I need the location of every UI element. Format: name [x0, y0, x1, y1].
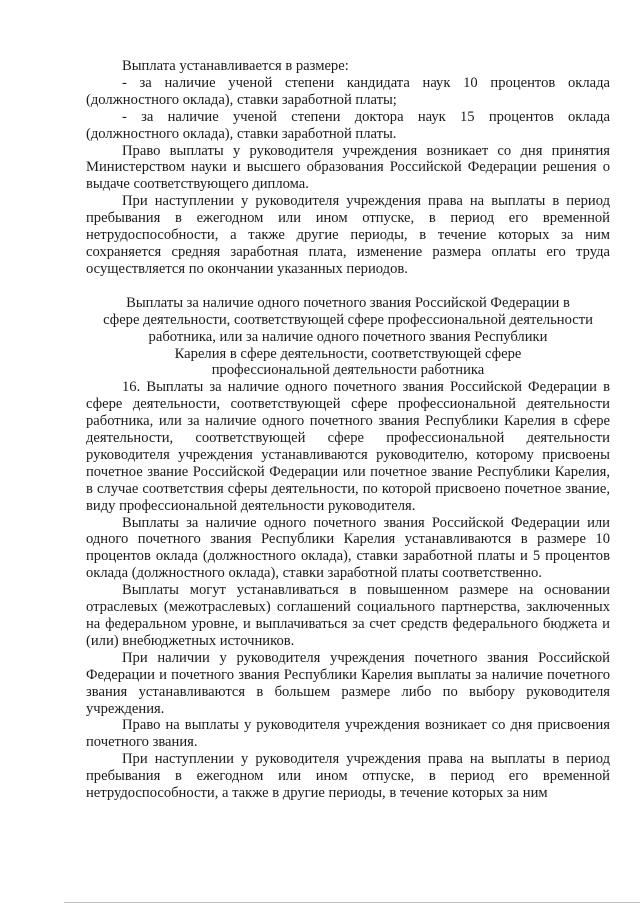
paragraph-increased-size: Выплаты могут устанавливаться в повышенном размере на основании отраслевых (межотраслевых) соглашений социального партнерства, заключенных на федеральном уровне, и выплачиваться за счет средств федерального бюджета и (или) внебюджетных источников.	[86, 582, 610, 649]
paragraph-right-date: Право на выплаты у руководителя учреждения возникает со дня присвоения почетного звания.	[86, 717, 610, 751]
section-heading	[86, 295, 610, 380]
paragraph-leave-periods: При наступлении у руководителя учреждения права на выплаты в период пребывания в ежегодном или ином отпуске, в период его временной нетрудоспособности, а также другие периоды, в течение которых за ним сохраняется средняя заработная плата, изменение размера оплаты его труда осуществляется по окончании указанных периодов.	[86, 193, 610, 277]
document-page	[86, 58, 610, 802]
heading-line: Карелия в сфере деятельности, соответствующей сфере	[174, 345, 522, 362]
heading-line: сфере деятельности, соответствующей сфере профессиональной деятельности	[103, 311, 593, 328]
section-spacer	[86, 278, 610, 295]
paragraph-candidate-degree: - за наличие ученой степени кандидата наук 10 процентов оклада (должностного оклада), ставки заработной платы;	[86, 74, 610, 108]
paragraph-doctor-degree: - за наличие ученой степени доктора наук 15 процентов оклада (должностного оклада), ставки заработной платы.	[86, 108, 610, 142]
page-bottom-edge	[64, 902, 640, 903]
paragraph-item-16: 16. Выплаты за наличие одного почетного звания Российской Федерации в сфере деятельности, соответствующей сфере профессиональной деятельности работника, или за наличие одного почетного звания Республики Карелия в сфере деятельности, соответствующей сфере профессиональной деятельности руководителя учреждения устанавливаются руководителю, которому присвоены почетное звание Российской Федерации или почетное звание Республики Карелия, в случае соответствия сферы деятельности, по которой присвоено почетное звание, виду профессиональной деятельности руководителя.	[86, 379, 610, 514]
paragraph-payment-size: Выплата устанавливается в размере:	[122, 58, 349, 74]
paragraph-honorary-rates: Выплаты за наличие одного почетного звания Российской Федерации или одного почетного звания Республики Карелия устанавливаются в размере 10 процентов оклада (должностного оклада), ставки заработной платы и 5 процентов оклада (должностного оклада), ставки заработной платы соответственно.	[86, 514, 610, 582]
paragraph-leave-periods-2: При наступлении у руководителя учреждения права на выплаты в период пребывания в ежегодном или ином отпуске, в период его временной нетрудоспособности, а также в другие периоды, в течение которых за ним	[86, 751, 610, 802]
heading-line: Выплаты за наличие одного почетного звания Российской Федерации в	[126, 294, 570, 311]
heading-line: работника, или за наличие одного почетного звания Республики	[148, 328, 548, 345]
paragraph-right-to-payment: Право выплаты у руководителя учреждения возникает со дня принятия Министерством науки и высшего образования Российской Федерации решения о выдаче соответствующего диплома.	[86, 142, 610, 193]
heading-line: профессиональной деятельности работника	[211, 362, 485, 379]
paragraph-both-titles: При наличии у руководителя учреждения почетного звания Российской Федерации и почетного звания Республики Карелия выплаты за наличие почетного звания устанавливаются в большем размере либо по выбору руководителя учреждения.	[86, 649, 610, 717]
